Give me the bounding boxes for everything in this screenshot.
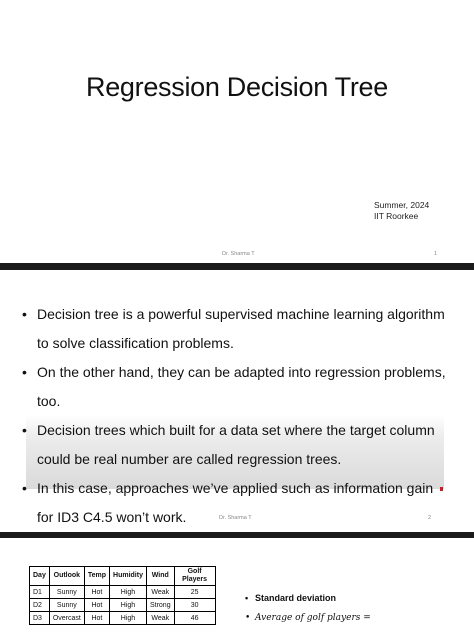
golf-data-table bbox=[29, 566, 216, 625]
table-header: Outlook bbox=[49, 567, 84, 586]
table-cell: Overcast bbox=[49, 612, 84, 625]
bullet-item: • In this case, approaches we’ve applied such as information gain for ID3 C4.5 won’t work. bbox=[20, 474, 450, 532]
table-header: Wind bbox=[146, 567, 174, 586]
table-header: Day bbox=[30, 567, 50, 586]
table-cell: Weak bbox=[146, 612, 174, 625]
statistics-list bbox=[245, 588, 371, 628]
table-header: Golf Players bbox=[174, 567, 215, 586]
table-cell: Hot bbox=[84, 599, 109, 612]
standard-deviation-heading: • Standard deviation bbox=[245, 588, 371, 608]
bullet-item: • On the other hand, they can be adapted into regression problems, too. bbox=[20, 358, 450, 416]
table-cell: D1 bbox=[30, 586, 50, 599]
page-number: 1 bbox=[434, 251, 438, 257]
table-cell: Sunny bbox=[49, 586, 84, 599]
table-cell: High bbox=[110, 612, 147, 625]
table-cell: Strong bbox=[146, 599, 174, 612]
table-cell: 30 bbox=[174, 599, 215, 612]
bullet-item: • Decision tree is a powerful supervised machine learning algorithm to solve classification problems. bbox=[20, 300, 450, 358]
presentation-date: Summer, 2024 bbox=[374, 200, 430, 210]
table-cell: Weak bbox=[146, 586, 174, 599]
table-row bbox=[30, 599, 216, 612]
average-formula: • Average of golf players = bbox=[245, 608, 371, 628]
cursor-mark bbox=[440, 487, 443, 491]
table-cell: High bbox=[110, 599, 147, 612]
table-header: Temp bbox=[84, 567, 109, 586]
table-row bbox=[30, 586, 216, 599]
table-cell: Hot bbox=[84, 612, 109, 625]
table-cell: 46 bbox=[174, 612, 215, 625]
table-cell: Hot bbox=[84, 586, 109, 599]
slide-meta bbox=[374, 200, 429, 222]
title-slide bbox=[0, 0, 474, 263]
footer-author: Dr. Sharma T bbox=[219, 515, 252, 521]
table-row bbox=[30, 612, 216, 625]
table-cell: High bbox=[110, 586, 147, 599]
table-header: Humidity bbox=[110, 567, 147, 586]
table-cell: 25 bbox=[174, 586, 215, 599]
table-cell: Sunny bbox=[49, 599, 84, 612]
table-cell: D3 bbox=[30, 612, 50, 625]
footer-author: Dr. Sharma T bbox=[222, 251, 255, 257]
table-cell: D2 bbox=[30, 599, 50, 612]
table-header-row bbox=[30, 567, 216, 586]
bullet-item: • Decision trees which built for a data set where the target column could be real number are called regression trees. bbox=[20, 416, 450, 474]
slide-title: Regression Decision Tree bbox=[86, 72, 388, 102]
institution-name: IIT Roorkee bbox=[374, 211, 419, 221]
bullet-list bbox=[20, 300, 450, 532]
page-number: 2 bbox=[428, 515, 432, 521]
